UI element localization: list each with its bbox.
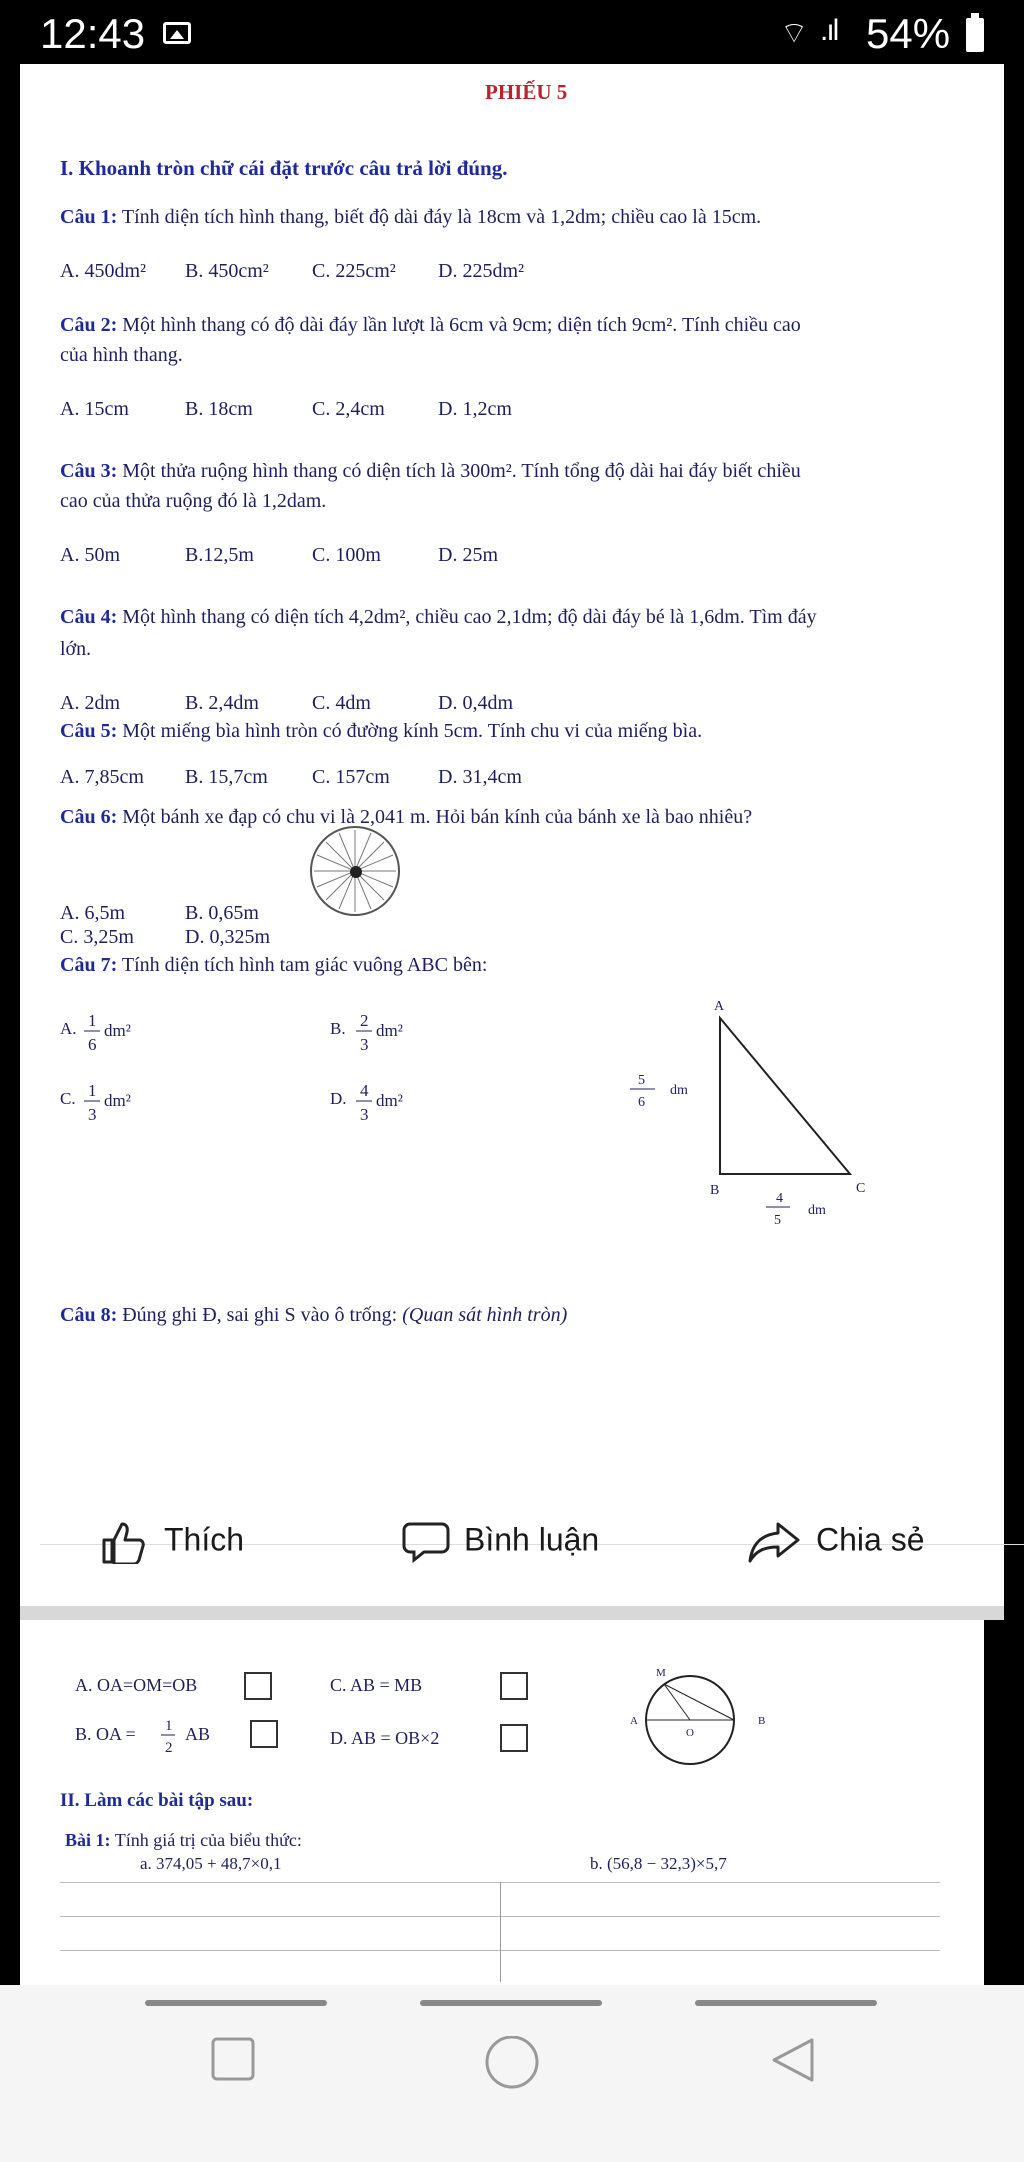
- page-scroll-indicator: [420, 2000, 602, 2006]
- svg-text:3: 3: [88, 1105, 97, 1124]
- svg-text:dm²: dm²: [376, 1091, 403, 1110]
- svg-text:dm²: dm²: [104, 1091, 131, 1110]
- signal-icon: .ıl: [820, 14, 838, 47]
- question-1: Câu 1: Tính diện tích hình thang, biết độ dài đáy là 18cm và 1,2dm; chiều cao là 15cm.: [60, 206, 762, 228]
- thumbs-up-icon: [100, 1520, 150, 1564]
- q6-option-b: B. 0,65m: [185, 902, 259, 924]
- svg-text:2: 2: [360, 1011, 369, 1030]
- question-5: Câu 5: Một miếng bìa hình tròn có đường kính 5cm. Tính chu vi của miếng bìa.: [60, 720, 703, 742]
- q4-option-a: A. 2dm: [60, 692, 120, 714]
- q2-option-d: D. 1,2cm: [438, 398, 512, 420]
- q4-option-d: D. 0,4dm: [438, 692, 513, 714]
- share-button[interactable]: [746, 1520, 925, 1564]
- column-divider: [500, 1882, 501, 1982]
- svg-text:B: B: [710, 1183, 720, 1198]
- svg-text:3: 3: [360, 1105, 369, 1124]
- q6-option-c: C. 3,25m: [60, 926, 134, 948]
- q1-option-d: D. 225dm²: [438, 260, 524, 282]
- post-separator: [20, 1606, 1004, 1620]
- q3-option-d: D. 25m: [438, 544, 498, 566]
- q3-option-b: B.12,5m: [185, 544, 254, 566]
- svg-text:dm²: dm²: [376, 1021, 403, 1040]
- svg-text:6: 6: [638, 1095, 645, 1110]
- svg-text:A.: A.: [60, 1019, 77, 1038]
- q3-option-a: A. 50m: [60, 544, 120, 566]
- q1-option-b: B. 450cm²: [185, 260, 269, 282]
- section-1-heading: I. Khoanh tròn chữ cái đặt trước câu trả lời đúng.: [60, 156, 508, 180]
- battery-percent: 54%: [866, 10, 951, 57]
- svg-text:3: 3: [360, 1035, 369, 1054]
- comment-button[interactable]: [402, 1520, 599, 1564]
- svg-text:B. OA =: B. OA =: [75, 1724, 136, 1744]
- q5-option-d: D. 31,4cm: [438, 766, 522, 788]
- q2-option-a: A. 15cm: [60, 398, 129, 420]
- svg-text:5: 5: [774, 1213, 781, 1224]
- like-label: Thích: [164, 1521, 245, 1558]
- question-7: Câu 7: Tính diện tích hình tam giác vuông ABC bên:: [60, 954, 488, 976]
- svg-text:5: 5: [638, 1073, 645, 1088]
- svg-text:1: 1: [165, 1718, 173, 1734]
- q6-option-d: D. 0,325m: [185, 926, 270, 948]
- worksheet-title: PHIẾU 5: [485, 80, 568, 104]
- svg-text:A: A: [630, 1715, 638, 1727]
- q5-option-a: A. 7,85cm: [60, 766, 144, 788]
- q3-option-c: C. 100m: [312, 544, 381, 566]
- q4-option-c: C. 4dm: [312, 692, 371, 714]
- wifi-icon: ⌔: [780, 17, 809, 50]
- share-label: Chia sẻ: [816, 1521, 925, 1558]
- question-4: Câu 4: Một hình thang có diện tích 4,2dm², chiều cao 2,1dm; độ dài đáy bé là 1,6dm. Tìm đáy: [60, 606, 817, 628]
- svg-text:dm: dm: [670, 1083, 688, 1098]
- battery-icon: [966, 18, 984, 52]
- q7-options-fractions: [60, 1004, 460, 1134]
- question-3-cont: cao của thửa ruộng đó là 1,2dam.: [60, 490, 327, 512]
- svg-text:C.: C.: [60, 1089, 76, 1108]
- q1-option-c: C. 225cm²: [312, 260, 396, 282]
- like-button[interactable]: [100, 1520, 244, 1564]
- answer-box-c[interactable]: [500, 1672, 528, 1700]
- svg-text:dm²: dm²: [104, 1021, 131, 1040]
- page-scroll-indicator: [695, 2000, 877, 2006]
- back-button[interactable]: [768, 2036, 818, 2086]
- share-arrow-icon: [746, 1520, 802, 1564]
- svg-text:O: O: [686, 1727, 694, 1739]
- q8-option-b: [75, 1712, 275, 1756]
- right-triangle-abc: [610, 994, 900, 1224]
- svg-text:2: 2: [165, 1740, 173, 1756]
- question-2: Câu 2: Một hình thang có độ dài đáy lần lượt là 6cm và 9cm; diện tích 9cm². Tính chiều cao: [60, 314, 801, 336]
- q2-option-c: C. 2,4cm: [312, 398, 385, 420]
- svg-text:1: 1: [88, 1011, 97, 1030]
- svg-text:A: A: [714, 999, 725, 1014]
- question-8: Câu 8: Đúng ghi Đ, sai ghi S vào ô trống: (Quan sát hình tròn): [60, 1304, 568, 1326]
- comment-label: Bình luận: [464, 1521, 600, 1558]
- answer-box-b[interactable]: [250, 1720, 278, 1748]
- q8-option-a: A. OA=OM=OB: [75, 1675, 198, 1695]
- q8-option-c: C. AB = MB: [330, 1675, 423, 1695]
- svg-text:M: M: [656, 1667, 666, 1679]
- svg-text:C: C: [856, 1181, 866, 1196]
- answer-box-a[interactable]: [244, 1672, 272, 1700]
- svg-text:D.: D.: [330, 1089, 347, 1108]
- question-6: Câu 6: Một bánh xe đạp có chu vi là 2,041 m. Hỏi bán kính của bánh xe là bao nhiêu?: [60, 806, 753, 828]
- exercise-1: Bài 1: Tính giá trị của biểu thức:: [65, 1830, 302, 1850]
- page-scroll-indicator: [145, 2000, 327, 2006]
- svg-text:4: 4: [360, 1081, 369, 1100]
- answer-box-d[interactable]: [500, 1724, 528, 1752]
- recent-apps-button[interactable]: [210, 2036, 256, 2082]
- q8-option-d: D. AB = OB×2: [330, 1728, 440, 1748]
- svg-text:4: 4: [776, 1191, 783, 1206]
- q6-option-a: A. 6,5m: [60, 902, 125, 924]
- expression-b: b. (56,8 − 32,3)×5,7: [590, 1854, 727, 1873]
- svg-text:6: 6: [88, 1035, 97, 1054]
- status-bar: [0, 0, 1024, 64]
- image-notification-icon: [163, 22, 191, 44]
- expression-a: a. 374,05 + 48,7×0,1: [140, 1854, 282, 1873]
- q4-option-b: B. 2,4dm: [185, 692, 259, 714]
- comment-bubble-icon: [402, 1520, 450, 1564]
- q1-option-a: A. 450dm²: [60, 260, 146, 282]
- q5-option-b: B. 15,7cm: [185, 766, 268, 788]
- bicycle-wheel-image: [310, 826, 400, 916]
- question-3: Câu 3: Một thửa ruộng hình thang có diện tích là 300m². Tính tổng độ dài hai đáy biết chiều: [60, 460, 801, 482]
- q5-option-c: C. 157cm: [312, 766, 390, 788]
- svg-text:B.: B.: [330, 1019, 346, 1038]
- circle-diagram: [600, 1640, 780, 1790]
- section-2-heading: II. Làm các bài tập sau:: [60, 1790, 254, 1811]
- svg-text:dm: dm: [808, 1203, 826, 1218]
- svg-text:AB: AB: [185, 1724, 211, 1744]
- worksheet-image-continued: [20, 1620, 984, 1985]
- status-time: 12:43: [40, 10, 146, 57]
- svg-text:B: B: [758, 1715, 766, 1727]
- svg-text:1: 1: [88, 1081, 97, 1100]
- worksheet-image: [20, 64, 1004, 1606]
- home-button[interactable]: [484, 2036, 540, 2092]
- q2-option-b: B. 18cm: [185, 398, 253, 420]
- question-4-cont: lớn.: [60, 638, 92, 660]
- question-2-cont: của hình thang.: [60, 344, 183, 366]
